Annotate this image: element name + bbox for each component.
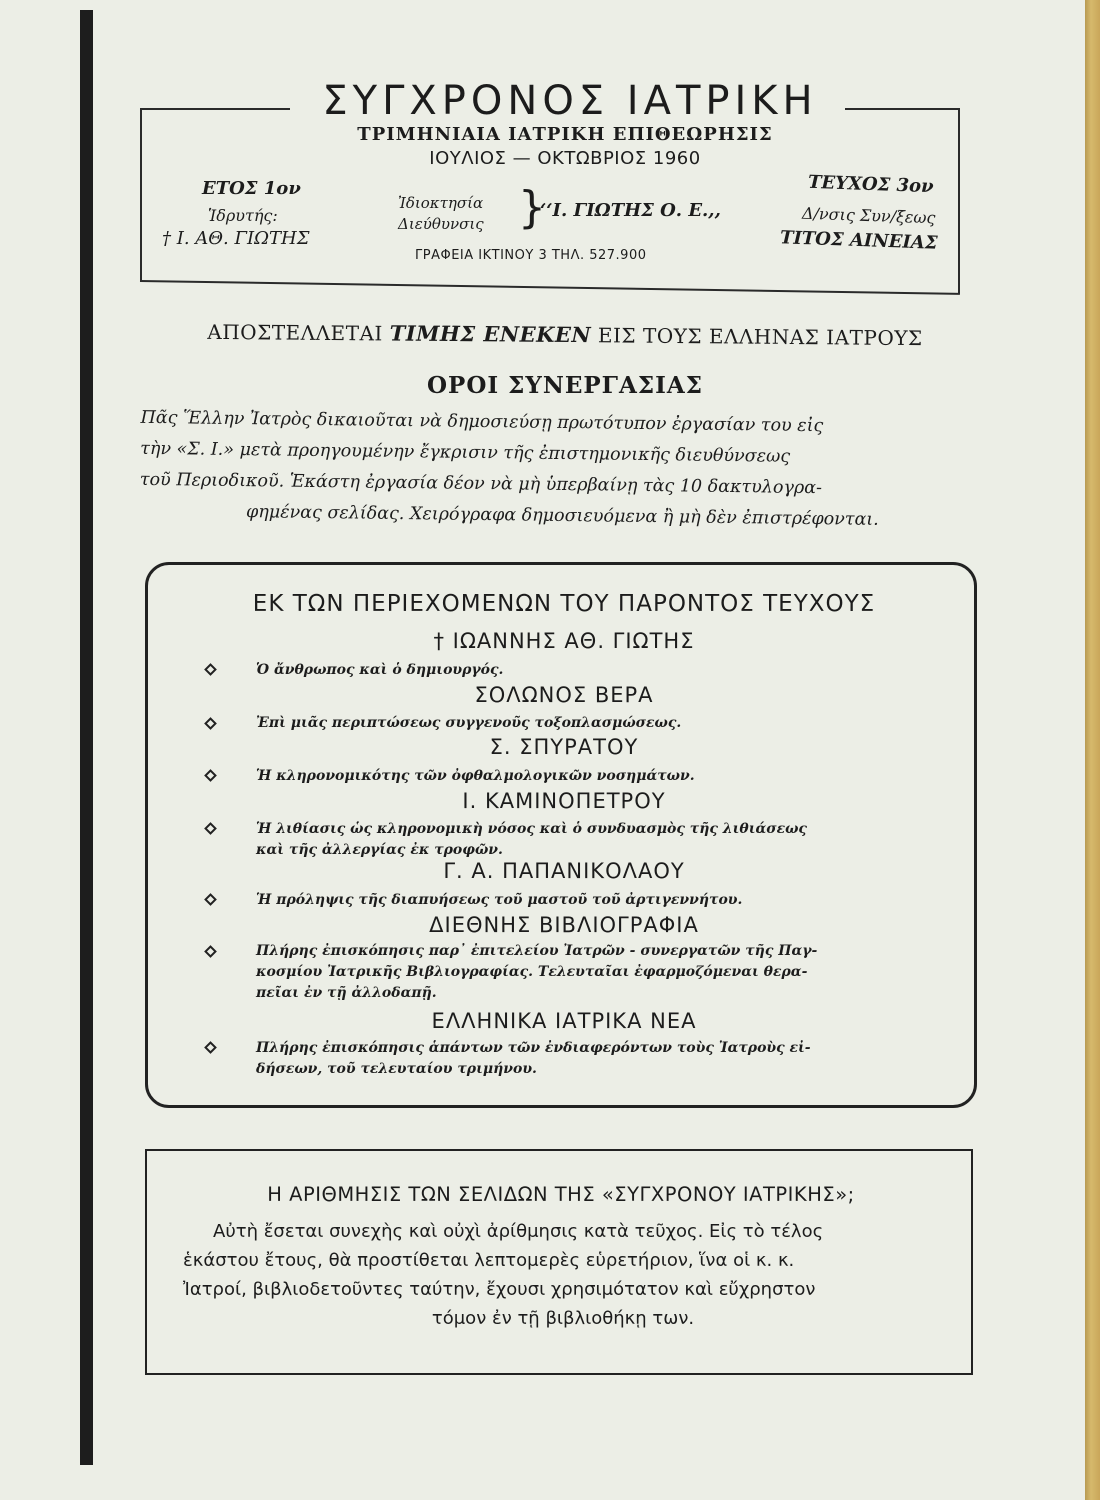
- journal-title: ΣΥΓΧΡΟΝΟΣ ΙΑΤΡΙΚΗ: [322, 78, 818, 124]
- pagination-title: Η ΑΡΙΘΜΗΣΙΣ ΤΩΝ ΣΕΛΙΔΩΝ ΤΗΣ «ΣΥΓΧΡΟΝΟΥ ΙΑΤΡΙΚΗΣ»;: [267, 1183, 855, 1206]
- toc-description-line: Ἡ λιθίασις ὡς κληρονομικὴ νόσος καὶ ὁ συνδυασμὸς τῆς λιθιάσεως: [256, 821, 807, 837]
- left-margin-rule: [80, 10, 93, 1465]
- toc-description: [256, 1038, 946, 1080]
- diamond-bullet-icon: [204, 663, 217, 676]
- diamond-bullet-icon: [204, 1041, 217, 1054]
- contents-title: ΕΚ ΤΩΝ ΠΕΡΙΕΧΟΜΕΝΩΝ ΤΟΥ ΠΑΡΟΝΤΟΣ ΤΕΥΧΟΥΣ: [252, 591, 876, 617]
- pagination-line: τόμον ἐν τῇ βιβλιοθήκῃ των.: [431, 1308, 695, 1329]
- toc-author: † ΙΩΑΝΝΗΣ ΑΘ. ΓΙΩΤΗΣ: [433, 629, 695, 653]
- notice-suffix: ΕΙΣ ΤΟΥΣ ΕΛΛΗΝΑΣ ΙΑΤΡΟΥΣ: [597, 323, 923, 351]
- diamond-bullet-icon: [204, 945, 217, 958]
- toc-description-line: Πλήρης ἐπισκόπησις παρ᾽ ἐπιτελείου Ἰατρῶν - συνεργατῶν τῆς Παγ-: [256, 943, 818, 959]
- diamond-bullet-icon: [204, 769, 217, 782]
- diamond-bullet-icon: [204, 893, 217, 906]
- masthead-border-right: [958, 108, 960, 294]
- pagination-line: Αὐτὴ ἔσεται συνεχὴς καὶ οὐχὶ ἀρίθμησις κατὰ τεῦχος. Εἰς τὸ τέλος: [213, 1221, 824, 1242]
- masthead-rule-left: [140, 108, 290, 110]
- toc-description: [256, 819, 946, 861]
- toc-author: Γ. Α. ΠΑΠΑΝΙΚΟΛΑΟΥ: [443, 859, 685, 883]
- editor-label: Δ/νσις Συν/ξεως: [801, 203, 936, 228]
- brace-icon: }: [518, 182, 546, 233]
- toc-description-line: Πλήρης ἐπισκόπησις ἁπάντων τῶν ἐνδιαφερόντων τοὺς Ἰατροὺς εἰ-: [256, 1040, 811, 1056]
- issue-label: ΤΕΥΧΟΣ 3ον: [807, 171, 934, 198]
- toc-author: ΕΛΛΗΝΙΚΑ ΙΑΤΡΙΚΑ ΝΕΑ: [431, 1009, 697, 1033]
- masthead-rule-right: [845, 108, 960, 110]
- masthead: [140, 68, 960, 290]
- toc-description: [256, 941, 946, 1004]
- diamond-bullet-icon: [204, 717, 217, 730]
- ownership-label: Ἰδιοκτησία: [398, 194, 484, 212]
- masthead-border-left: [140, 108, 142, 280]
- pagination-body: [183, 1217, 943, 1333]
- pagination-box: [145, 1149, 973, 1375]
- distribution-notice: [140, 318, 990, 350]
- toc-description-line: καὶ τῆς ἀλλεργίας ἐκ τροφῶν.: [256, 842, 503, 858]
- office-address: ΓΡΑΦΕΙΑ ΙΚΤΙΝΟΥ 3 ΤΗΛ. 527.900: [415, 248, 647, 263]
- terms-line: τὴν «Σ. Ι.» μετὰ προηγουμένην ἔγκρισιν τῆς ἐπιστημονικῆς διευθύνσεως: [140, 438, 791, 467]
- toc-author: Ι. ΚΑΜΙΝΟΠΕΤΡΟΥ: [462, 789, 666, 813]
- toc-description-line: πεῖαι ἐν τῇ ἀλλοδαπῇ.: [256, 985, 437, 1001]
- toc-description-line: Ὁ ἄνθρωπος καὶ ὁ δημιουργός.: [256, 662, 504, 678]
- toc-description-line: Ἡ πρόληψις τῆς διαπυήσεως τοῦ μαστοῦ τοῦ ἀρτιγεννήτου.: [256, 892, 743, 908]
- terms-line: τοῦ Περιοδικοῦ. Ἑκάστη ἐργασία δέον νὰ μὴ ὑπερβαίνῃ τὰς 10 δακτυλογρα-: [139, 469, 823, 499]
- notice-prefix: ΑΠΟΣΤΕΛΛΕΤΑΙ: [207, 319, 383, 346]
- founder-name: † Ι. ΑΘ. ΓΙΩΤΗΣ: [162, 228, 310, 249]
- journal-subtitle: ΤΡΙΜΗΝΙΑΙΑ ΙΑΤΡΙΚΗ ΕΠΙΘΕΩΡΗΣΙΣ: [357, 124, 773, 145]
- toc-description: [256, 660, 946, 681]
- page-edge: [1085, 0, 1100, 1500]
- terms-title: ΟΡΟΙ ΣΥΝΕΡΓΑΣΙΑΣ: [427, 372, 703, 399]
- toc-author: ΣΟΛΩΝΟΣ ΒΕΡΑ: [474, 683, 654, 707]
- terms-body: [139, 403, 986, 537]
- pagination-line: Ἰατροί, βιβλιοδετοῦντες ταύτην, ἔχουσι χρησιμότατον καὶ εὔχρηστον: [183, 1279, 816, 1300]
- diamond-bullet-icon: [204, 822, 217, 835]
- publisher-company: ‘‘Ι. ΓΙΩΤΗΣ Ο. Ε.,,: [540, 200, 721, 221]
- toc-author: Σ. ΣΠΥΡΑΤΟΥ: [489, 735, 639, 759]
- toc-description-line: Ἐπὶ μιᾶς περιπτώσεως συγγενοῦς τοξοπλασμώσεως.: [256, 715, 682, 731]
- year-label: ΕΤΟΣ 1ον: [202, 178, 301, 199]
- toc-author: ΔΙΕΘΝΗΣ ΒΙΒΛΙΟΓΡΑΦΙΑ: [429, 913, 699, 937]
- masthead-border-bottom: [140, 280, 960, 295]
- contents-box: [145, 562, 977, 1108]
- terms-line: φημένας σελίδας. Χειρόγραφα δημοσιευόμενα ἢ μὴ δὲν ἐπιστρέφονται.: [245, 502, 879, 530]
- editor-name: ΤΙΤΟΣ ΑΙΝΕΙΑΣ: [779, 227, 938, 254]
- notice-emphasis: ΤΙΜΗΣ ΕΝΕΚΕΝ: [389, 320, 592, 348]
- terms-line: Πᾶς Ἕλλην Ἰατρὸς δικαιοῦται νὰ δημοσιεύσῃ πρωτότυπον ἐργασίαν του εἰς: [140, 407, 824, 437]
- toc-description: [256, 766, 946, 787]
- toc-description-line: Ἡ κληρονομικότης τῶν ὀφθαλμολογικῶν νοσημάτων.: [256, 768, 695, 784]
- toc-description: [256, 890, 946, 911]
- issue-date: ΙΟΥΛΙΟΣ — ΟΚΤΩΒΡΙΟΣ 1960: [429, 148, 701, 169]
- founder-label: Ἱδρυτής:: [208, 206, 278, 225]
- toc-description-line: δήσεων, τοῦ τελευταίου τριμήνου.: [256, 1061, 537, 1077]
- pagination-line: ἑκάστου ἔτους, θὰ προστίθεται λεπτομερὲς εὑρετήριον, ἵνα οἱ κ. κ.: [183, 1250, 795, 1271]
- direction-label: Διεύθυνσις: [398, 215, 484, 233]
- toc-description: [256, 713, 946, 734]
- toc-description-line: κοσμίου Ἰατρικῆς Βιβλιογραφίας. Τελευταῖαι ἐφαρμοζόμεναι θερα-: [256, 964, 808, 980]
